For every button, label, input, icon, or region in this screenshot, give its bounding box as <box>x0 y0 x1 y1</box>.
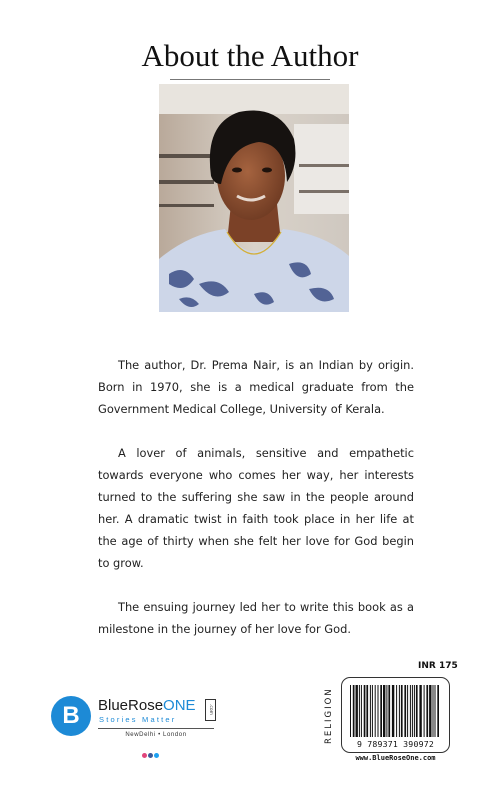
title-divider <box>170 79 330 80</box>
price-label: INR 175 <box>418 661 458 671</box>
author-photo <box>159 84 349 312</box>
publisher-name: BlueRoseONE <box>98 697 196 714</box>
barcode-icon <box>350 685 441 737</box>
barcode-bar <box>404 685 406 737</box>
barcode-bar <box>433 685 434 737</box>
barcode-bar <box>380 685 382 737</box>
barcode-bar <box>426 685 428 737</box>
barcode-bar <box>410 685 411 737</box>
barcode-bar <box>407 685 408 737</box>
bio-paragraph: A lover of animals, sensitive and empathetic towards everyone who comes her way, her interests turned to the suffering she saw in the people around her. A dramatic twist in faith took place in her life at the age of thirty when she felt her love for God begin to grow. <box>98 446 414 570</box>
barcode-bar <box>401 685 403 737</box>
publisher-cities: NewDelhi • London <box>125 732 187 738</box>
barcode-bar <box>388 685 390 737</box>
barcode-bar <box>424 685 425 737</box>
barcode-bar <box>416 685 418 737</box>
publisher-logo-icon: B <box>51 696 91 736</box>
barcode-bar <box>375 685 376 737</box>
barcode-bar <box>399 685 400 737</box>
barcode-bar <box>359 685 360 737</box>
barcode-bar <box>366 685 368 737</box>
isbn-number: 9 789371 390972 <box>357 739 434 749</box>
instagram-icon <box>142 753 147 758</box>
barcode-bar <box>353 685 355 737</box>
barcode-bar <box>372 685 373 737</box>
bio-paragraph: The author, Dr. Prema Nair, is an Indian by origin. Born in 1970, she is a medical graduate from the Government Medical College, University of Kerala. <box>98 358 414 416</box>
barcode-bar <box>378 685 379 737</box>
author-bio <box>98 354 414 662</box>
barcode-bar <box>364 685 366 737</box>
genre-label: RELIGION <box>324 687 334 744</box>
social-icons <box>142 743 160 762</box>
barcode-bar <box>370 685 371 737</box>
barcode-bar <box>396 685 397 737</box>
barcode-bar <box>356 685 358 737</box>
publisher-divider <box>98 728 214 729</box>
barcode-bar <box>429 685 431 737</box>
page-title: About the Author <box>141 38 359 73</box>
barcode-bar <box>350 685 351 737</box>
author-portrait-icon <box>159 84 349 312</box>
barcode-bar <box>386 685 387 737</box>
barcode-bar <box>392 685 394 737</box>
publisher-side-mark: .com <box>205 699 216 721</box>
isbn-barcode <box>341 677 450 753</box>
bio-paragraph: The ensuing journey led her to write this book as a milestone in the journey of her love for God. <box>98 600 414 636</box>
barcode-bar <box>412 685 413 737</box>
publisher-website: www.BlueRoseOne.com <box>355 754 436 762</box>
barcode-bar <box>383 685 385 737</box>
facebook-icon <box>148 753 153 758</box>
barcode-bar <box>419 685 421 737</box>
publisher-tagline: Stories Matter <box>99 715 177 724</box>
barcode-bar <box>435 685 436 737</box>
barcode-bar <box>361 685 362 737</box>
twitter-icon <box>154 753 159 758</box>
barcode-bar <box>414 685 415 737</box>
barcode-bar <box>437 685 439 737</box>
